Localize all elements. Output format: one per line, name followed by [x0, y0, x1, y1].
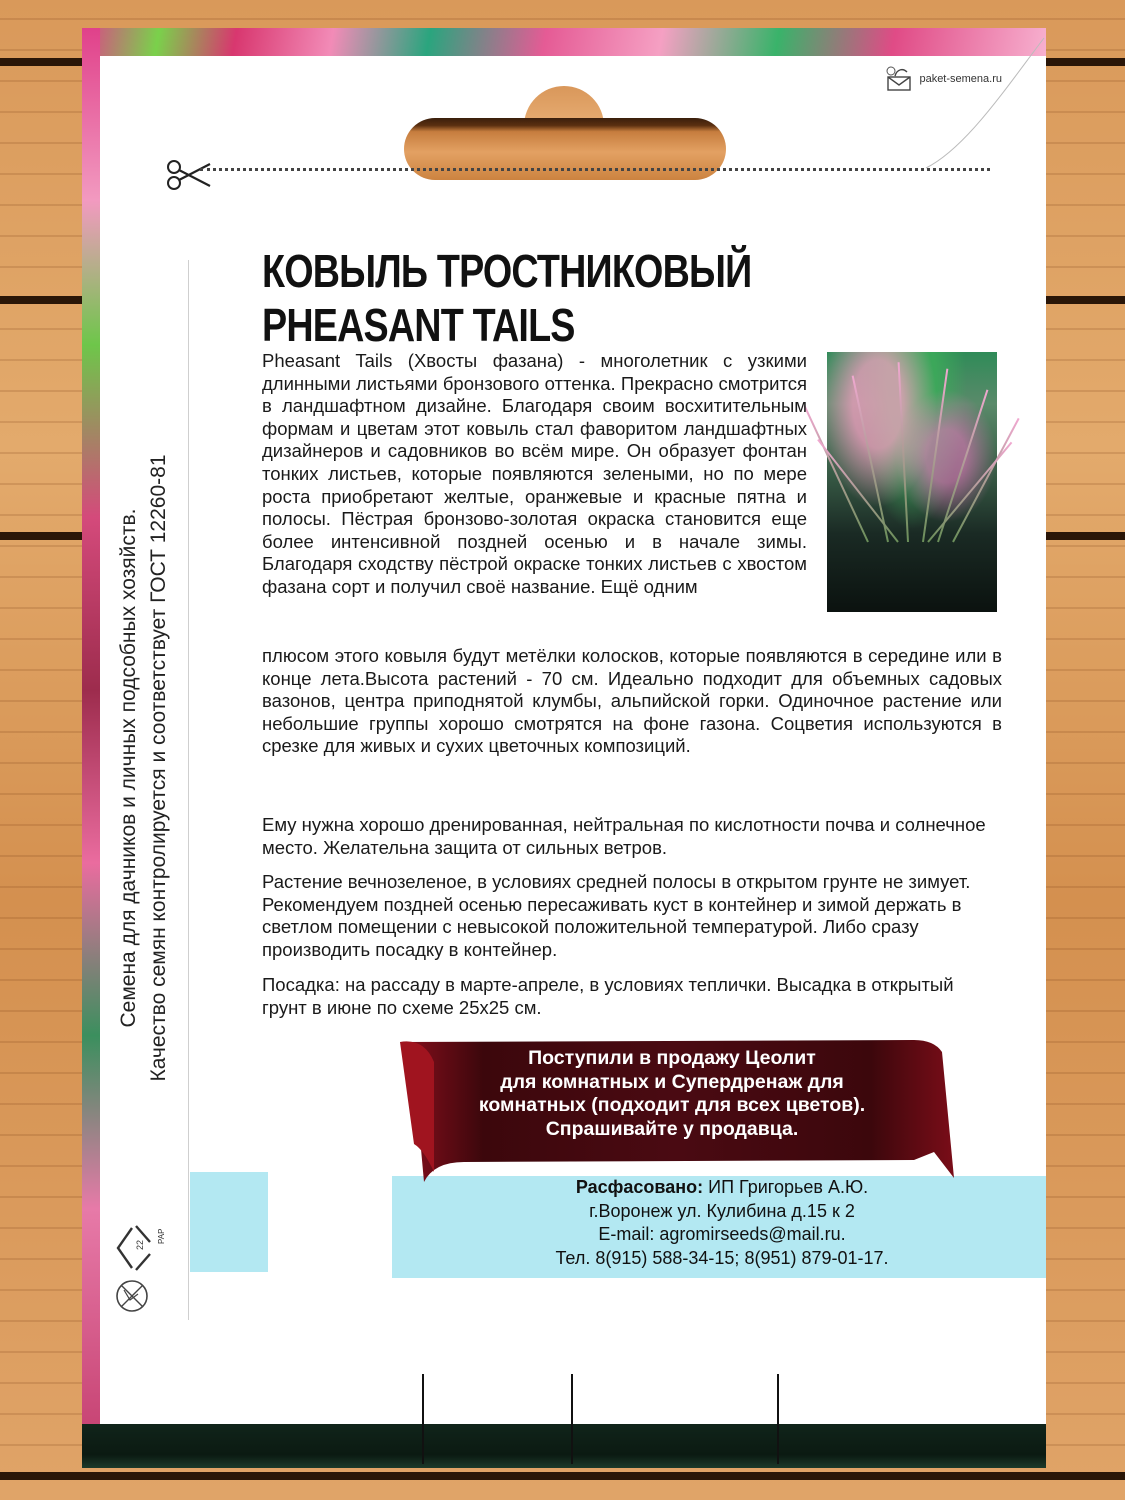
decorative-border-left	[82, 28, 100, 1468]
description-paragraph-1-cont: плюсом этого ковыля будут метёлки колосков, которые появляются в середине или в конце лета.Высота растений - 70 см. Идеально подходит для объемных садовых вазонов, центра приподнятой клумбы, альпийской горки. Одиночное растение или небольшие группы хорошо смотрятся на фоне газона. Соцветия используются в срезке для живых и сухих цветочных композиций.	[262, 645, 1002, 757]
title-line-en: PHEASANT TAILS	[262, 299, 575, 351]
fold-tick	[571, 1374, 573, 1464]
decorative-border-top	[82, 28, 1046, 56]
wood-plank-gap	[0, 1472, 1125, 1480]
fold-line	[188, 260, 189, 1320]
brand-site[interactable]: paket-semena.ru	[919, 73, 1002, 85]
recycle-material: PAP	[157, 1228, 166, 1244]
recycle-code: 22	[135, 1239, 145, 1250]
packer-info	[412, 1176, 1032, 1270]
envelope-logo-icon	[885, 66, 915, 92]
seed-packet	[82, 28, 1046, 1468]
packer-address: г.Воронеж ул. Кулибина д.15 к 2	[589, 1200, 855, 1221]
color-band-left	[190, 1172, 268, 1272]
promo-text	[442, 1047, 902, 1141]
packer-email[interactable]: E-mail: agromirseeds@mail.ru.	[598, 1224, 846, 1244]
side-notice	[104, 358, 184, 1178]
promo-line-3: комнатных (подходит для всех цветов).	[478, 1094, 866, 1116]
packer-name: ИП Григорьев А.Ю.	[708, 1177, 869, 1197]
description-paragraph-4: Посадка: на рассаду в марте-апреле, в условиях теплички. Высадка в открытый грунт в июне по схеме 25x25 см.	[262, 974, 954, 1018]
product-title	[262, 244, 752, 352]
packer-phones: Тел. 8(915) 588-34-15; 8(951) 879-01-17.	[555, 1247, 889, 1268]
description-paragraph-2: Ему нужна хорошо дренированная, нейтральная по кислотности почва и солнечное место. Желательна защита от сильных ветров.	[262, 814, 986, 858]
fold-tick	[422, 1374, 424, 1464]
description-paragraph-1: Pheasant Tails (Хвосты фазана) - многолетник с узкими длинными листьями бронзового оттенка. Прекрасно смотрится в ландшафтном дизайне. Благодаря своим восхитительным формам и цветам этот ковыль стал фаворитом ландшафтных дизайнеров и садовников во всём мире. Он образует фонтан тонких листьев, которые появляются зелеными, но по мере роста приобретают желтые, оранжевые и красные пятна и полосы. Пёстрая бронзово-золотая окраска становится еще более интенсивной поздней осенью и в начале зимы. Благодаря сходству пёстрой окраске тонких листьев с хвостом фазана сорт и получил своё название. Ещё одним	[262, 350, 807, 597]
cut-line	[200, 168, 990, 171]
description-paragraph-3: Растение вечнозеленое, в условиях средней полосы в открытом грунте не зимует. Рекомендуем поздней осенью пересаживать куст в контейнер и зимой держать в светлом помещении с невысокой положительной температурой. Либо сразу производить посадку в контейнер.	[262, 871, 971, 960]
plant-photo	[827, 352, 997, 612]
packer-line	[412, 1176, 1032, 1200]
packer-label: Расфасовано:	[575, 1177, 704, 1197]
brand-logo	[885, 66, 1002, 92]
promo-line-4: Спрашивайте у продавца.	[545, 1117, 799, 1140]
side-line-2: Качество семян контролируется и соответствует ГОСТ 12260-81	[147, 454, 170, 1082]
packet-bottom-strip	[82, 1424, 1046, 1468]
fold-tick	[777, 1374, 779, 1464]
side-line-1: Семена для дачников и личных подсобных хозяйств.	[117, 508, 140, 1028]
not-for-food-icon	[112, 1276, 152, 1316]
scissors-icon	[166, 158, 214, 192]
title-line-ru: КОВЫЛЬ ТРОСТНИКОВЫЙ	[262, 245, 752, 297]
promo-line-1: Поступили в продажу Цеолит	[528, 1047, 816, 1069]
promo-line-2: для комнатных и Супердренаж для	[500, 1070, 844, 1093]
recycle-icon	[110, 1220, 164, 1276]
